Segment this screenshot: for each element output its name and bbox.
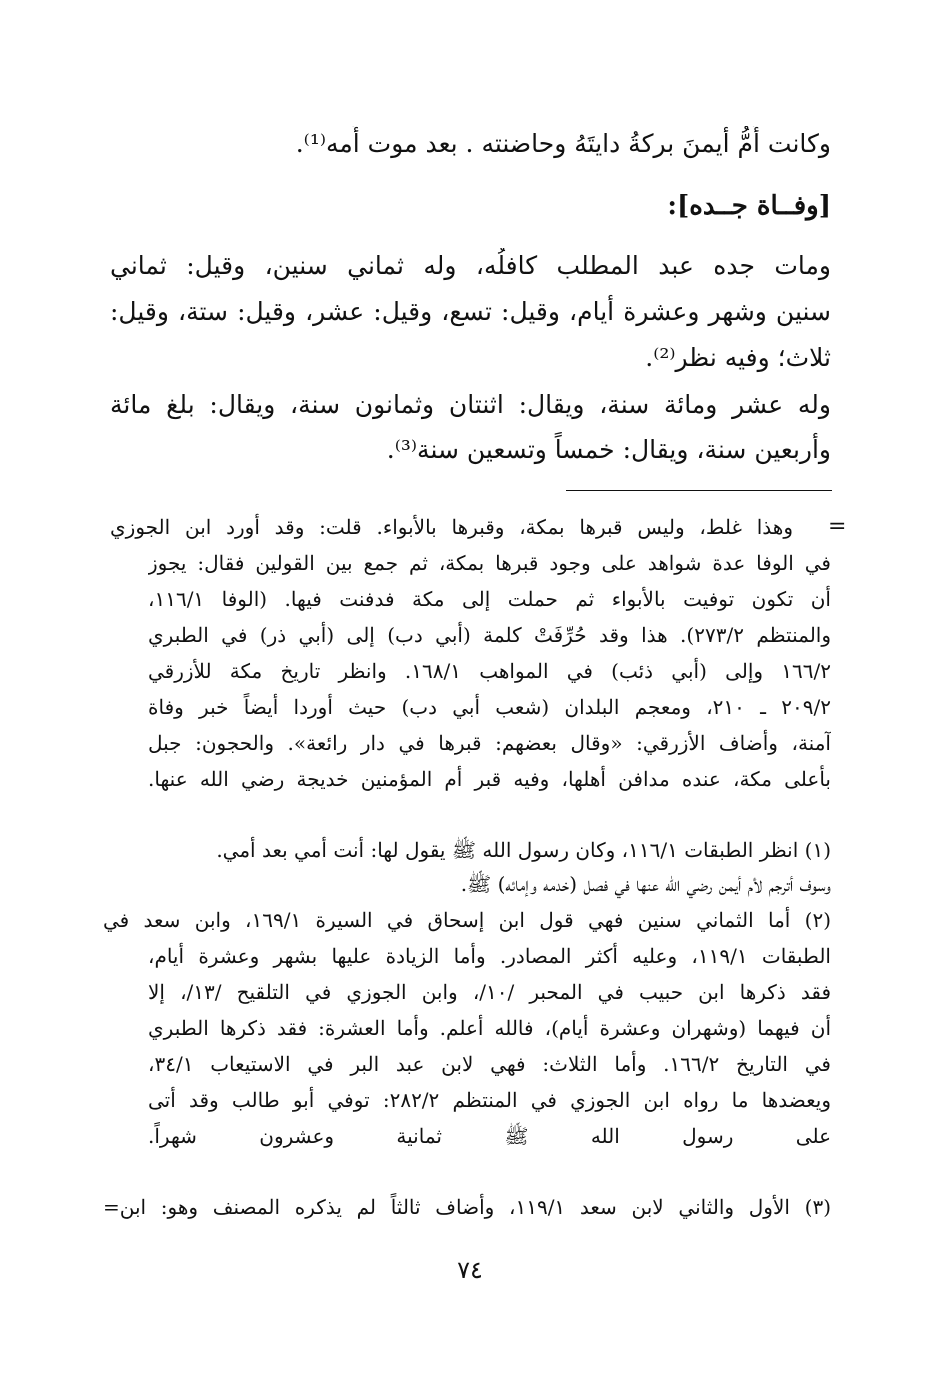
footnote-1-line: وسوف أترجم لأم أيمن رضي الله عنها في فصل (خدمه وإمائه) ﷺ. (460, 872, 831, 896)
body-line: ومات جده عبد المطلب كافلُه، وله ثماني سنين، وقيل: ثماني (110, 251, 831, 280)
footnote-line: بأعلى مكة، عنده مدافن أهلها، وفيه قبر أم المؤمنين خديجة رضي الله عنها. (148, 767, 831, 791)
body-line: ثلاث؛ وفيه نظر⁽²⁾. (645, 343, 831, 372)
footnote-line: ٢٠٩/٢ ـ ٢١٠، ومعجم البلدان (شعب أبي دب) حيث أوردا أيضاً خبر وفاة (148, 695, 831, 719)
footnote-3-line: (٣) الأول والثاني لابن سعد ١١٩/١، وأضاف ثالثاً لم يذكره المصنف وهو: ابن= (103, 1195, 831, 1219)
footnote-line: في الوفا عدة شواهد على وجود قبرها بمكة، ثم جمع بين القولين فقال: يجوز (148, 551, 831, 575)
footnote-line: والمنتظم ٢٧٣/٢). هذا وقد حُرِّفَتْ كلمة (أبي دب) إلى (أبي ذر) في الطبري (148, 623, 831, 647)
footnote-2-line: على رسول الله ﷺ ثمانية وعشرون شهراً. (148, 1124, 831, 1148)
footnote-2-line (148, 1157, 831, 1187)
footnote-line: ١٦٦/٢ وإلى (أبي ذئب) في المواهب ١٦٨/١. وانظر تاريخ مكة للأزرقي (148, 659, 831, 683)
footnote-2-line: أن فيهما (وشهران وعشرة أيام)، فالله أعلم. وأما العشرة: فقد ذكرها الطبري (148, 1016, 831, 1040)
footnote-line (148, 800, 831, 830)
continuation-marker: = (828, 514, 847, 539)
footnote-line: آمنة، وأضاف الأزرقي: «وقال بعضهم: قبرها في دار رائعة». والحجون: جبل (148, 731, 831, 755)
footnote-line: وهذا غلط، وليس قبرها بمكة، وقبرها بالأبواء. قلت: وقد أورد ابن الجوزي (110, 515, 793, 539)
body-line: وكانت أُمُّ أيمنَ بركةُ دايتَهُ وحاضنته . بعد موت أُمه⁽¹⁾. (295, 129, 831, 158)
section-heading: [وفــاة جــده]: (667, 191, 831, 221)
body-line: وله عشر ومائة سنة، ويقال: اثنتان وثمانون سنة، ويقال: بلغ مائة (110, 390, 831, 419)
footnote-2-line: ويعضدها ما رواه ابن الجوزي في المنتظم ٢٨٢/٢: توفي أبو طالب وقد أتى (148, 1088, 831, 1112)
footnote-2-line: فقد ذكرها ابن حبيب في المحبر /١٠/، وابن الجوزي في التلقيح /١٣/، إلا (148, 980, 831, 1004)
page-number: ٧٤ (457, 1256, 483, 1284)
footnote-2-line: الطبقات ١١٩/١، وعليه أكثر المصادر. وأما الزيادة عليها بشهر وعشرة أيام، (148, 944, 831, 968)
footnote-1-line: (١) انظر الطبقات ١١٦/١، وكان رسول الله ﷺ يقول لها: أنت أمي بعد أمي. (216, 838, 831, 862)
footnote-2-line: في التاريخ ١٦٦/٢. وأما الثلاث: فهي لابن عبد البر في الاستيعاب ٣٤/١، (148, 1052, 831, 1076)
footnote-2-line: (٢) أما الثماني سنين فهي قول ابن إسحاق في السيرة ١٦٩/١، وابن سعد في (103, 908, 831, 932)
body-line: سنين وشهر وعشرة أيام، وقيل: تسع، وقيل: عشر، وقيل: ستة، وقيل: (110, 297, 831, 326)
footnote-separator (566, 490, 832, 491)
footnote-line: أن تكون توفيت بالأبواء ثم حملت إلى مكة فدفنت فيها. (الوفا ١١٦/١، (148, 587, 831, 611)
body-line: وأربعين سنة، ويقال: خمساً وتسعين سنة⁽³⁾. (386, 435, 831, 464)
